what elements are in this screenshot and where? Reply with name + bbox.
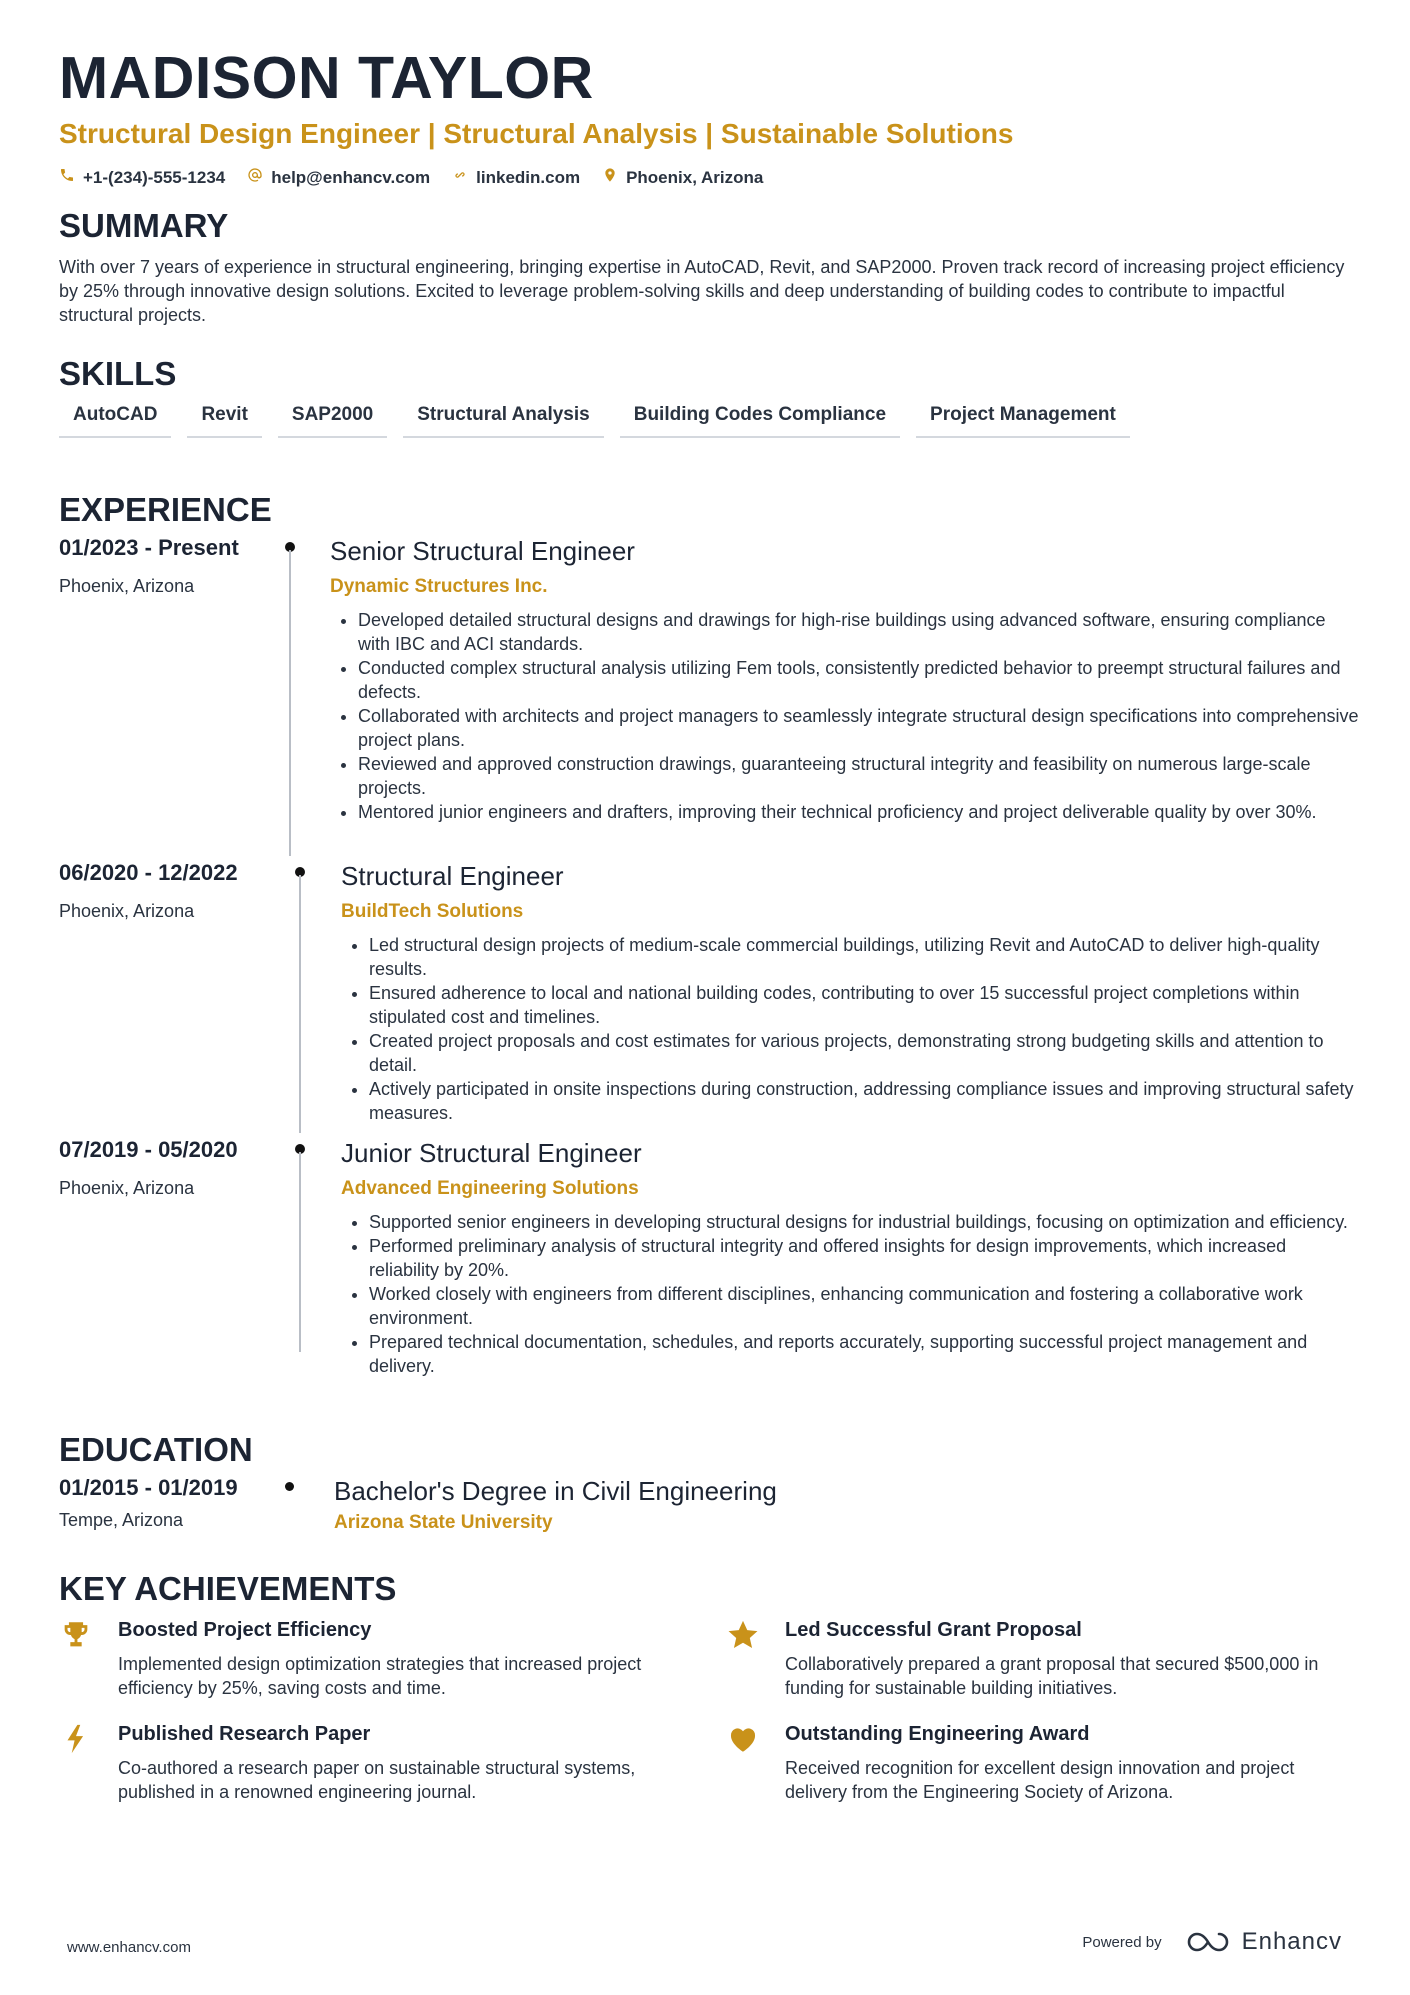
at-icon [247, 166, 263, 190]
summary-heading: SUMMARY [59, 207, 229, 244]
skill-tag: SAP2000 [278, 402, 387, 438]
contact-phone[interactable] [59, 166, 225, 190]
education-heading: EDUCATION [59, 1431, 253, 1468]
job-company: BuildTech Solutions [341, 901, 524, 922]
contact-bar [59, 166, 1359, 190]
candidate-title: Structural Design Engineer | Structural Analysis | Sustainable Solutions [59, 118, 1014, 149]
job-content [341, 859, 1359, 1125]
contact-location [602, 166, 763, 190]
job-dates: 06/2020 - 12/2022 [59, 860, 238, 885]
job-bullets [341, 933, 1359, 1125]
job-content [341, 1136, 1359, 1378]
achievement-text: Co-authored a research paper on sustainable structural systems, published in a renowned engineering journal. [118, 1758, 636, 1802]
job-location: Phoenix, Arizona [59, 901, 195, 921]
skills-list [59, 402, 1130, 438]
achievement-title: Outstanding Engineering Award [785, 1723, 1090, 1745]
timeline-rail [299, 875, 301, 1133]
achievement-title: Published Research Paper [118, 1723, 371, 1745]
powered-by-text: Powered by [1082, 1933, 1162, 1951]
skills-heading: SKILLS [59, 355, 177, 392]
link-icon [452, 166, 468, 190]
heart-icon [726, 1722, 762, 1758]
candidate-name: MADISON TAYLOR [59, 45, 594, 111]
education-dates: 01/2015 - 01/2019 [59, 1475, 238, 1500]
star-icon [726, 1618, 762, 1654]
location-pin-icon [602, 166, 618, 190]
job-bullet: • Developed detailed structural designs and drawings for high-rise buildings using advanced software, ensuring compliance with IBC and ACI standards. [358, 608, 1360, 656]
timeline-dot [285, 1482, 294, 1491]
skill-tag: Revit [187, 402, 261, 438]
skill-tag: AutoCAD [59, 402, 171, 438]
job-bullet: • Performed preliminary analysis of structural integrity and offered insights for design improvements, which increased reliability by 20%. [369, 1234, 1359, 1282]
footer-branding [1082, 1928, 1342, 1956]
achievement-text: Implemented design optimization strategies that increased project efficiency by 25%, saving costs and time. [118, 1654, 642, 1698]
job-bullet: • Prepared technical documentation, schedules, and reports accurately, supporting successful project management and delivery. [369, 1330, 1359, 1378]
job-bullet: • Ensured adherence to local and national building codes, contributing to over 15 successful project completions within stipulated cost and timelines. [369, 981, 1359, 1029]
timeline-rail [289, 550, 291, 856]
enhancv-logo[interactable] [1186, 1928, 1342, 1956]
job-location: Phoenix, Arizona [59, 1178, 195, 1198]
job-bullet: • Led structural design projects of medium-scale commercial buildings, utilizing Revit and AutoCAD to deliver high-quality results. [369, 933, 1359, 981]
education-location: Tempe, Arizona [59, 1510, 184, 1530]
job-role: Structural Engineer [341, 861, 564, 891]
achievement-text: Received recognition for excellent design innovation and project delivery from the Engineering Society of Arizona. [785, 1758, 1295, 1802]
job-bullet: • Supported senior engineers in developing structural designs for industrial buildings, focusing on optimization and efficiency. [369, 1210, 1359, 1234]
job-dates: 07/2019 - 05/2020 [59, 1137, 238, 1162]
achievement-title: Led Successful Grant Proposal [785, 1619, 1082, 1641]
experience-heading: EXPERIENCE [59, 491, 272, 528]
phone-text: +1-(234)-555-1234 [83, 168, 226, 187]
enhancv-logo-icon [1186, 1929, 1234, 1955]
achievement-text: Collaboratively prepared a grant proposal that secured $500,000 in funding for sustainable building initiatives. [785, 1654, 1319, 1698]
education-content [334, 1474, 1334, 1536]
summary-text: With over 7 years of experience in structural engineering, bringing expertise in AutoCAD, Revit, and SAP2000. Proven track record of increasing project efficiency by 25% through innovative design solutions. Excited to leverage problem-solving skills and deep understanding of building codes to contribute to impactful structural projects. [59, 257, 1345, 325]
achievements-heading: KEY ACHIEVEMENTS [59, 1570, 397, 1607]
achievement-title: Boosted Project Efficiency [118, 1619, 372, 1641]
job-bullet: • Worked closely with engineers from different disciplines, enhancing communication and fostering a collaborative work environment. [369, 1282, 1359, 1330]
job-bullet: • Actively participated in onsite inspections during construction, addressing compliance issues and improving structural safety measures. [369, 1077, 1359, 1125]
resume-page [59, 42, 1359, 1802]
job-bullet: • Mentored junior engineers and drafters, improving their technical proficiency and project deliverable quality by over 30%. [358, 800, 1360, 824]
enhancv-brand-text: Enhancv [1241, 1928, 1342, 1955]
job-bullets [341, 1210, 1359, 1378]
job-bullet: • Conducted complex structural analysis utilizing Fem tools, consistently predicted behavior to preempt structural failures and defects. [358, 656, 1360, 704]
contact-linkedin[interactable] [452, 166, 580, 190]
job-role: Senior Structural Engineer [330, 536, 635, 566]
education-degree: Bachelor's Degree in Civil Engineering [334, 1476, 777, 1506]
timeline-rail [299, 1152, 301, 1352]
job-bullet: • Created project proposals and cost estimates for various projects, demonstrating strong budgeting skills and attention to detail. [369, 1029, 1359, 1077]
job-dates: 01/2023 - Present [59, 535, 239, 560]
job-company: Dynamic Structures Inc. [330, 576, 548, 597]
skill-tag: Structural Analysis [403, 402, 603, 438]
job-bullets [330, 608, 1360, 824]
linkedin-text: linkedin.com [476, 168, 581, 187]
job-role: Junior Structural Engineer [341, 1138, 642, 1168]
job-location: Phoenix, Arizona [59, 576, 195, 596]
phone-icon [59, 166, 75, 190]
location-text: Phoenix, Arizona [626, 168, 764, 187]
lightning-icon [59, 1722, 95, 1758]
job-content [330, 534, 1360, 824]
education-school: Arizona State University [334, 1512, 553, 1533]
job-company: Advanced Engineering Solutions [341, 1178, 639, 1199]
job-bullet: • Reviewed and approved construction drawings, guaranteeing structural integrity and feasibility on numerous large-scale projects. [358, 752, 1360, 800]
trophy-icon [59, 1618, 95, 1654]
job-bullet: • Collaborated with architects and project managers to seamlessly integrate structural design specifications into comprehensive project plans. [358, 704, 1360, 752]
email-text: help@enhancv.com [271, 168, 431, 187]
skill-tag: Building Codes Compliance [620, 402, 900, 438]
skill-tag: Project Management [916, 402, 1130, 438]
footer-website[interactable]: www.enhancv.com [67, 1939, 191, 1956]
contact-email[interactable] [247, 166, 430, 190]
